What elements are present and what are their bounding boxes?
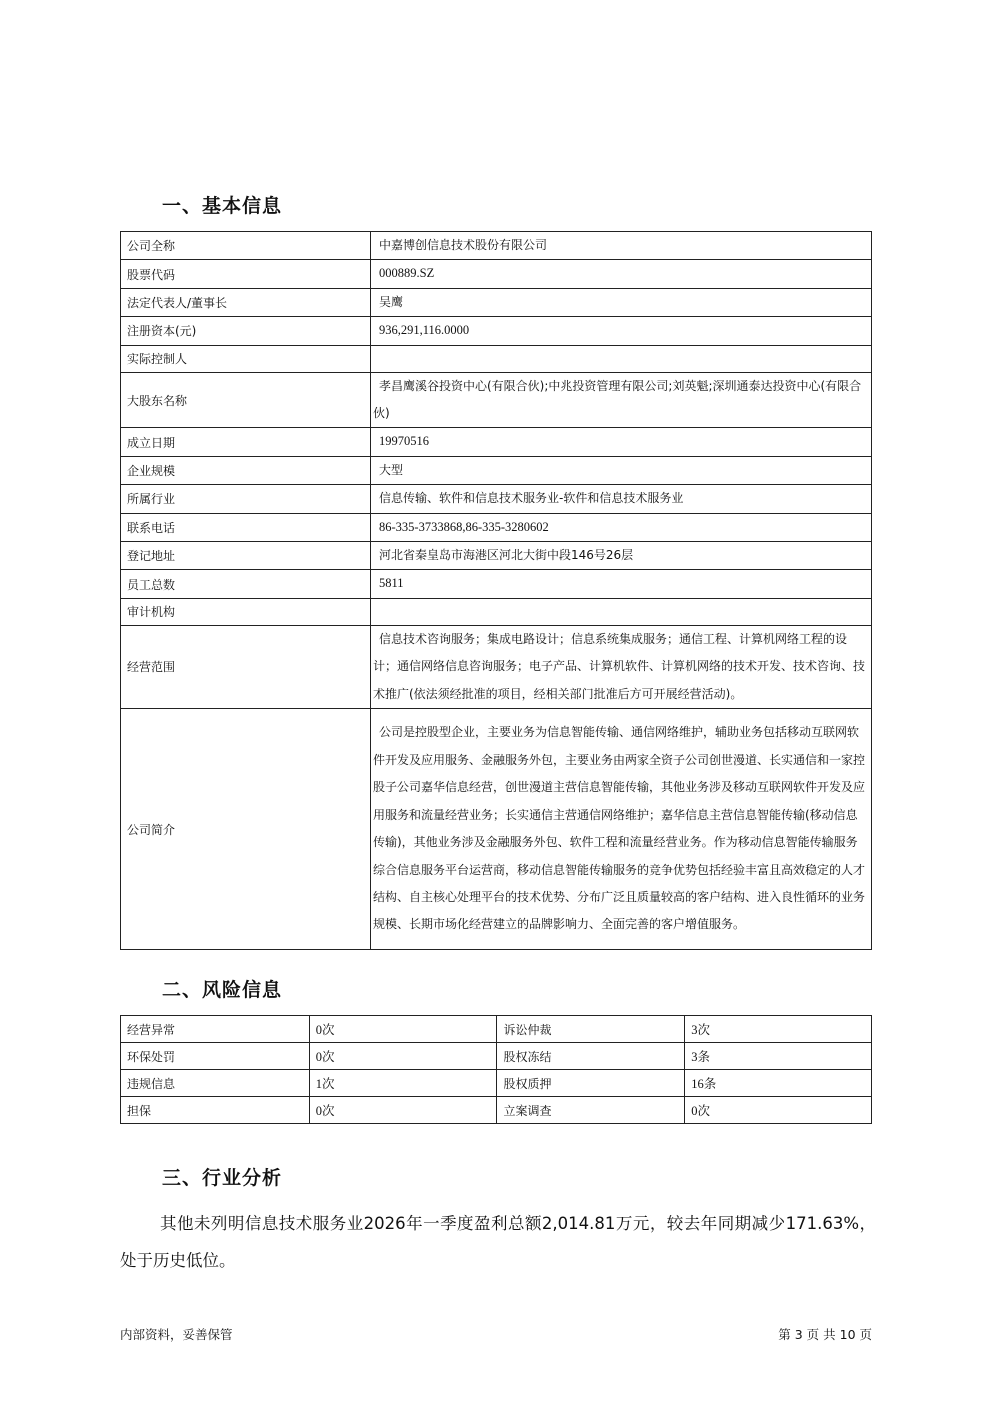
table-row (121, 456, 872, 484)
row-label: 审计机构 (121, 598, 371, 625)
risk-value: 0次 (309, 1043, 497, 1070)
risk-info-table (120, 1015, 872, 1124)
risk-label: 担保 (121, 1097, 310, 1124)
section-title-basic: 一、基本信息 (162, 195, 283, 217)
row-label: 所属行业 (121, 485, 371, 513)
table-row (121, 709, 872, 950)
row-value: 5811 (371, 570, 872, 598)
risk-value: 0次 (685, 1097, 872, 1124)
table-row (121, 1070, 872, 1097)
industry-analysis-paragraph: 其他未列明信息技术服务业2026年一季度盈利总额2,014.81万元，较去年同期减少171.63%，处于历史低位。 (120, 1214, 876, 1270)
risk-label: 股权质押 (497, 1070, 685, 1097)
row-label: 注册资本(元) (121, 317, 371, 345)
row-value: 孝昌鹰溪谷投资中心(有限合伙);中兆投资管理有限公司;刘英魁;深圳通泰达投资中心(有限合伙) (371, 372, 872, 428)
risk-label: 环保处罚 (121, 1043, 310, 1070)
row-value: 河北省秦皇岛市海港区河北大街中段146号26层 (371, 542, 872, 570)
table-row (121, 542, 872, 570)
risk-value: 16条 (685, 1070, 872, 1097)
row-label: 登记地址 (121, 542, 371, 570)
risk-label: 经营异常 (121, 1016, 310, 1043)
row-label: 员工总数 (121, 570, 371, 598)
row-label: 公司简介 (121, 709, 371, 950)
section-title-risk: 二、风险信息 (162, 979, 283, 1001)
risk-value: 3次 (685, 1016, 872, 1043)
table-row (121, 1043, 872, 1070)
table-row (121, 570, 872, 598)
row-label: 联系电话 (121, 513, 371, 541)
row-label: 公司全称 (121, 232, 371, 260)
table-row (121, 232, 872, 260)
risk-label: 立案调查 (497, 1097, 685, 1124)
table-row (121, 513, 872, 541)
risk-label: 违规信息 (121, 1070, 310, 1097)
row-value: 86-335-3733868,86-335-3280602 (371, 513, 872, 541)
row-value: 936,291,116.0000 (371, 317, 872, 345)
row-value: 公司是控股型企业，主要业务为信息智能传输、通信网络维护，辅助业务包括移动互联网软件开发及应用服务、金融服务外包，主要业务由两家全资子公司创世漫道、长实通信和一家控股子公司嘉华信息经营，创世漫道主营信息智能传输，其他业务涉及移动互联网软件开发及应用服务和流量经营业务；长实通信主营通信网络维护；嘉华信息主营信息智能传输(移动信息传输)，其他业务涉及金融服务外包、软件工程和流量经营业务。作为移动信息智能传输服务综合信息服务平台运营商，移动信息智能传输服务的竞争优势包括经验丰富且高效稳定的人才结构、自主核心处理平台的技术优势、分布广泛且质量较高的客户结构、进入良性循环的业务规模、长期市场化经营建立的品牌影响力、全面完善的客户增值服务。 (371, 709, 872, 950)
row-label: 股票代码 (121, 260, 371, 288)
row-value (371, 598, 872, 625)
risk-value: 3条 (685, 1043, 872, 1070)
table-row (121, 317, 872, 345)
risk-value: 1次 (309, 1070, 497, 1097)
row-label: 经营范围 (121, 625, 371, 708)
table-row (121, 288, 872, 316)
row-value: 中嘉博创信息技术股份有限公司 (371, 232, 872, 260)
row-value: 19970516 (371, 428, 872, 456)
table-row (121, 1016, 872, 1043)
row-label: 实际控制人 (121, 345, 371, 372)
row-label: 大股东名称 (121, 372, 371, 428)
footer-confidential-note: 内部资料，妥善保管 (120, 1327, 233, 1342)
row-label: 企业规模 (121, 456, 371, 484)
row-value: 信息传输、软件和信息技术服务业-软件和信息技术服务业 (371, 485, 872, 513)
risk-value: 0次 (309, 1016, 497, 1043)
row-label: 成立日期 (121, 428, 371, 456)
footer-page-number: 第 3 页 共 10 页 (778, 1327, 872, 1342)
table-row (121, 372, 872, 428)
row-value: 吴鹰 (371, 288, 872, 316)
risk-value: 0次 (309, 1097, 497, 1124)
row-value: 信息技术咨询服务；集成电路设计；信息系统集成服务；通信工程、计算机网络工程的设计；通信网络信息咨询服务；电子产品、计算机软件、计算机网络的技术开发、技术咨询、技术推广(依法须经批准的项目，经相关部门批准后方可开展经营活动)。 (371, 625, 872, 708)
row-value (371, 345, 872, 372)
row-value: 大型 (371, 456, 872, 484)
table-row (121, 1097, 872, 1124)
row-label: 法定代表人/董事长 (121, 288, 371, 316)
table-row (121, 598, 872, 625)
risk-label: 股权冻结 (497, 1043, 685, 1070)
table-row (121, 260, 872, 288)
table-row (121, 485, 872, 513)
row-value: 000889.SZ (371, 260, 872, 288)
section-title-industry: 三、行业分析 (162, 1167, 283, 1189)
table-row (121, 625, 872, 708)
risk-label: 诉讼仲裁 (497, 1016, 685, 1043)
table-row (121, 345, 872, 372)
basic-info-table (120, 231, 872, 950)
table-row (121, 428, 872, 456)
